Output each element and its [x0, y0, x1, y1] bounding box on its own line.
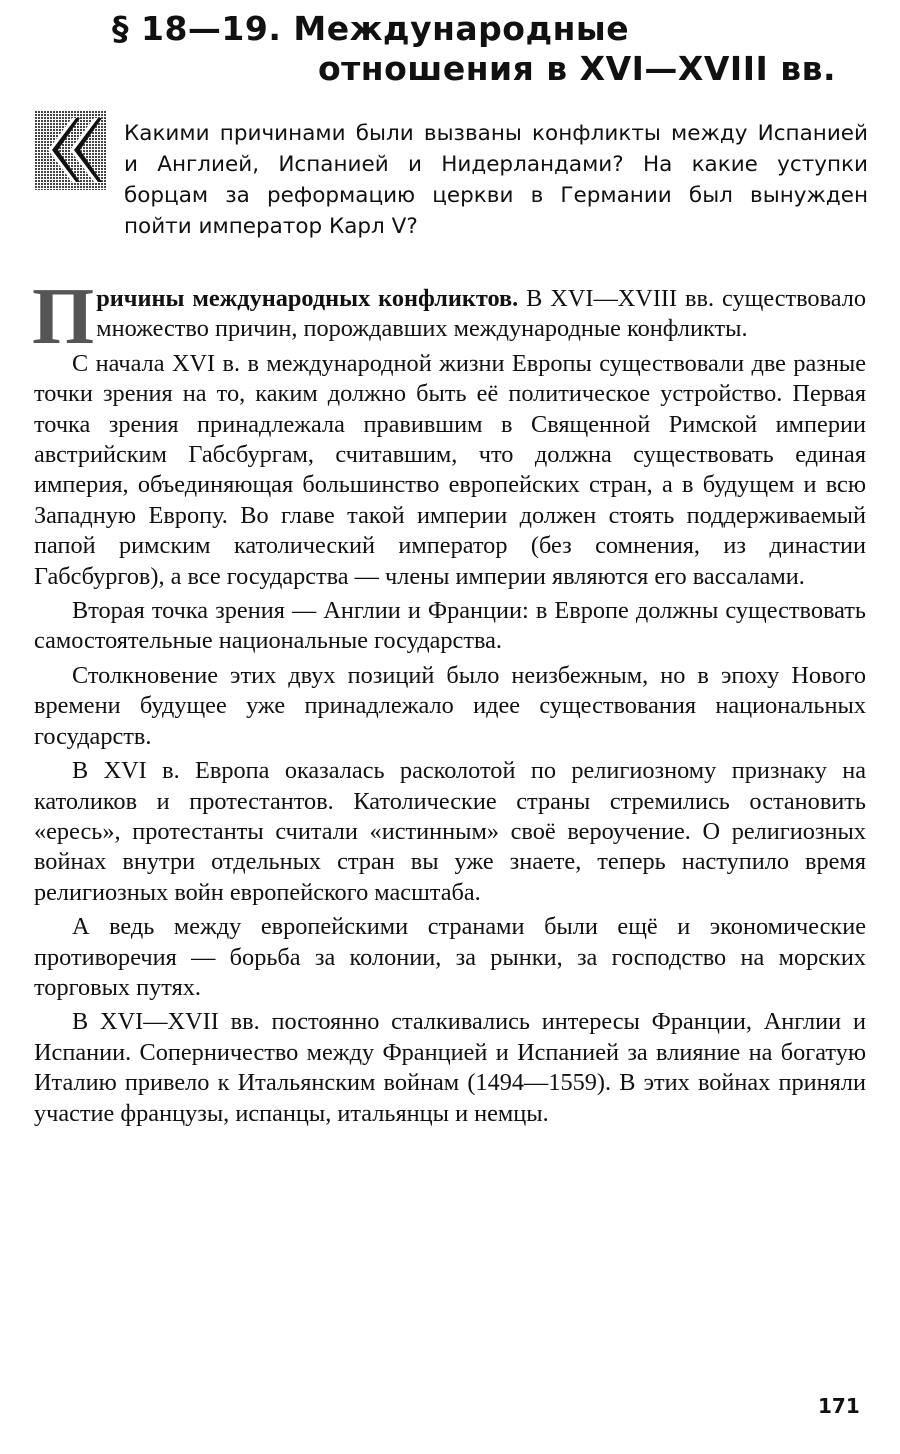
- paragraph: С начала XVI в. в международной жизни Европы существовали две разные точки зрения на то, каким должно быть её политическое устройство. Первая точка зрения принадлежала правившим в Священной Римской империи австрийским Габсбургам, считавшим, что должна существовать единая империя, объединяющая большинство европейских стран, а в будущем и всю Западную Европу. Во главе такой империи должен стоять поддерживаемый папой римским католический император (без сомнения, из династии Габсбургов), а все государства — члены империи являются его вассалами.: [34, 349, 866, 590]
- page-title-line-1: § 18—19. Международные: [112, 9, 630, 48]
- section-lead-text: В XVI—XVIII вв. существовало множество причин, порождавших международные конфликты.: [96, 285, 866, 343]
- paragraph: А ведь между европейскими странами были ещё и экономические противоречия — борьба за колонии, за рынки, за господство на морских торговых путях.: [34, 913, 866, 1001]
- review-question: Какими причинами были вызваны конфликты между Испанией и Англией, Испанией и Нидерландами? На какие уступки борцам за реформацию церкви в Германии был вынужден пойти император Карл V?: [124, 121, 868, 239]
- paragraph: В XVI в. Европа оказалась расколотой по религиозному признаку на католиков и протестантов. Католические страны стремились остановить «ересь», протестанты считали «истинным» своё вероучение. О религиозных войнах внутри отдельных стран вы уже знаете, теперь наступило время религиозных войн европейского масштаба.: [34, 757, 866, 906]
- section-heading: ричины международных конфликтов.: [96, 285, 519, 312]
- section-body: [32, 273, 866, 1133]
- page-title-line-2: отношения в XVI—XVIII вв.: [318, 49, 837, 88]
- paragraph: Столкновение этих двух позиций было неизбежным, но в эпоху Нового времени будущее уже принадлежало идее существования национальных государств.: [34, 661, 866, 750]
- paragraph: В XVI—XVII вв. постоянно сталкивались интересы Франции, Англии и Испании. Соперничество между Францией и Испанией за влияние на богатую Италию привело к Итальянским войнам (1494—1559). В этих войнах приняли участие французы, испанцы, итальянцы и немцы.: [34, 1008, 866, 1127]
- section-intro-paragraph: [32, 273, 866, 361]
- drop-cap-letter: П: [32, 273, 93, 361]
- paragraph: Вторая точка зрения — Англии и Франции: в Европе должны существовать самостоятельные национальные государства.: [34, 597, 866, 655]
- double-chevron-left-icon: [32, 108, 108, 192]
- page-number: 171: [818, 1394, 860, 1418]
